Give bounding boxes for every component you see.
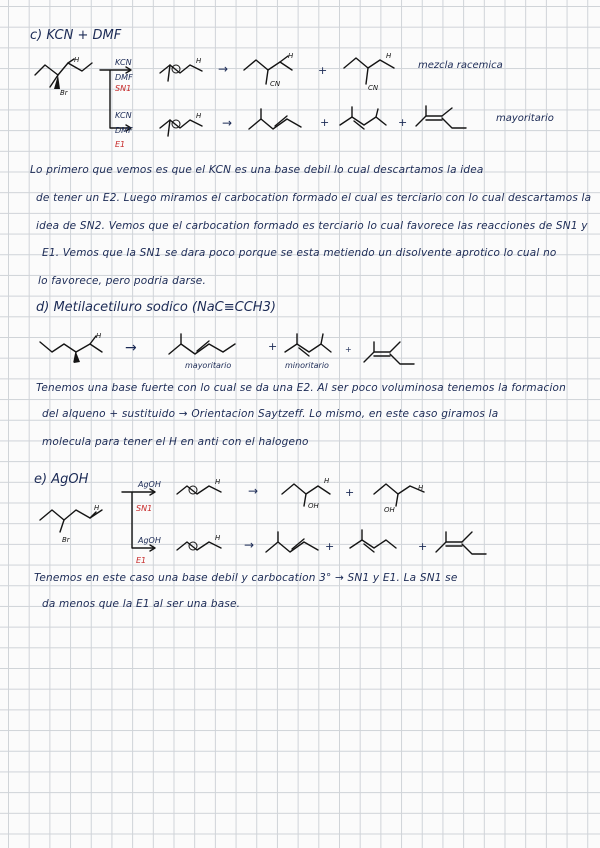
svg-text:H: H bbox=[324, 477, 330, 485]
arrow-d: → bbox=[125, 340, 137, 356]
svg-text:OH: OH bbox=[384, 506, 395, 514]
plus-d1: + bbox=[268, 340, 278, 353]
minor-label-d: minoritario bbox=[285, 361, 329, 370]
paragraph-e-line-1: Tenemos en este caso una base debil y carbocation 3° → SN1 y E1. La SN1 se bbox=[34, 572, 458, 584]
mechanism-e1-e: E1 bbox=[136, 556, 147, 565]
plus-d2: + bbox=[345, 345, 352, 354]
racemic-note: mezcla racemica bbox=[418, 60, 503, 71]
alkene-product-e3 bbox=[432, 524, 502, 564]
carbocation-e-bottom bbox=[175, 532, 235, 562]
arrow-c1: → bbox=[218, 62, 229, 76]
svg-text:H: H bbox=[196, 112, 202, 120]
plus-c2: + bbox=[320, 116, 330, 129]
svg-text:OH: OH bbox=[308, 502, 319, 510]
carbocation-c-bottom bbox=[158, 110, 218, 145]
svg-text:H: H bbox=[215, 534, 221, 542]
paragraph-d-line-3: molecula para tener el H en anti con el halogeno bbox=[42, 436, 309, 448]
plus-e1: + bbox=[345, 486, 355, 499]
reagent-top-e: AgOH bbox=[138, 480, 161, 489]
svg-text:H: H bbox=[215, 478, 221, 486]
major-label-d: mayoritario bbox=[185, 361, 232, 370]
plus-e3: + bbox=[418, 540, 428, 553]
reagent-bottom-c: KCN bbox=[115, 111, 132, 120]
reagent-top-c: KCN bbox=[115, 58, 132, 67]
carbocation-e-top bbox=[175, 476, 235, 506]
svg-text:Br: Br bbox=[62, 536, 70, 544]
paragraph-c-line-2: de tener un E2. Luego miramos el carbocation formado el cual es terciario con lo cual descartamos la bbox=[36, 192, 592, 204]
paragraph-e-line-2: da menos que la E1 al ser una base. bbox=[42, 598, 241, 610]
product-alcohol-1 bbox=[278, 476, 348, 516]
paragraph-c-line-5: lo favorece, pero podria darse. bbox=[38, 275, 206, 287]
svg-text:H: H bbox=[96, 332, 102, 340]
paragraph-d-line-2: del alqueno + sustituido → Orientacion Saytzeff. Lo mismo, en este caso giramos la bbox=[42, 408, 499, 420]
product-alcohol-2 bbox=[370, 476, 440, 521]
carbocation-c-top bbox=[158, 55, 218, 90]
substrate-d bbox=[36, 332, 116, 367]
svg-text:H: H bbox=[196, 57, 202, 65]
svg-text:CN: CN bbox=[368, 84, 379, 92]
plus-c1: + bbox=[318, 64, 328, 77]
solvent-top-c: DMF bbox=[115, 73, 133, 82]
product-nitrile-1 bbox=[240, 52, 310, 92]
alkene-major-d bbox=[165, 330, 245, 365]
solvent-bottom-c: DMF bbox=[115, 126, 133, 135]
alkene-product-c2 bbox=[338, 105, 398, 140]
alkene-product-c3 bbox=[412, 100, 482, 140]
plus-c3: + bbox=[398, 116, 408, 129]
arrow-e2: → bbox=[244, 538, 255, 552]
svg-text:Br: Br bbox=[60, 89, 68, 97]
svg-text:H: H bbox=[288, 52, 294, 60]
alkene-product-e1 bbox=[262, 528, 335, 563]
arrow-c2: → bbox=[222, 116, 233, 130]
substrate-bromide bbox=[30, 55, 110, 100]
arrow-e1: → bbox=[248, 484, 259, 498]
paragraph-c-line-3: idea de SN2. Vemos que el carbocation formado es terciario lo cual favorece las reacciones de SN1 y bbox=[36, 220, 588, 232]
product-nitrile-2 bbox=[340, 50, 410, 95]
section-c-heading: c) KCN + DMF bbox=[30, 28, 122, 43]
alkene-product-c1 bbox=[245, 105, 315, 140]
svg-text:CN: CN bbox=[270, 80, 281, 88]
svg-text:H: H bbox=[418, 484, 424, 492]
alkene-product-d3 bbox=[360, 334, 430, 369]
section-d-heading: d) Metilacetiluro sodico (NaC≡CCH3) bbox=[36, 300, 276, 315]
mechanism-sn1-c: SN1 bbox=[115, 84, 132, 93]
paragraph-c-line-1: Lo primero que vemos es que el KCN es una base debil lo cual descartamos la idea bbox=[30, 164, 484, 176]
mechanism-sn1-e: SN1 bbox=[136, 504, 153, 513]
svg-text:H: H bbox=[386, 52, 392, 60]
alkene-product-e2 bbox=[348, 528, 408, 563]
plus-e2: + bbox=[325, 540, 335, 553]
paragraph-c-line-4: E1. Vemos que la SN1 se dara poco porque se esta metiendo un disolvente aprotico lo cual no bbox=[42, 247, 557, 259]
paragraph-d-line-1: Tenemos una base fuerte con lo cual se da una E2. Al ser poco voluminosa tenemos la formacion bbox=[36, 382, 567, 394]
section-e-heading: e) AgOH bbox=[34, 472, 89, 487]
reagent-bottom-e: AgOH bbox=[138, 536, 161, 545]
svg-text:H: H bbox=[74, 56, 80, 64]
major-note-c: mayoritario bbox=[496, 113, 554, 124]
alkene-minor-d bbox=[283, 330, 343, 365]
svg-text:H: H bbox=[94, 504, 100, 512]
substrate-e bbox=[36, 500, 116, 545]
mechanism-e1-c: E1 bbox=[115, 140, 126, 149]
